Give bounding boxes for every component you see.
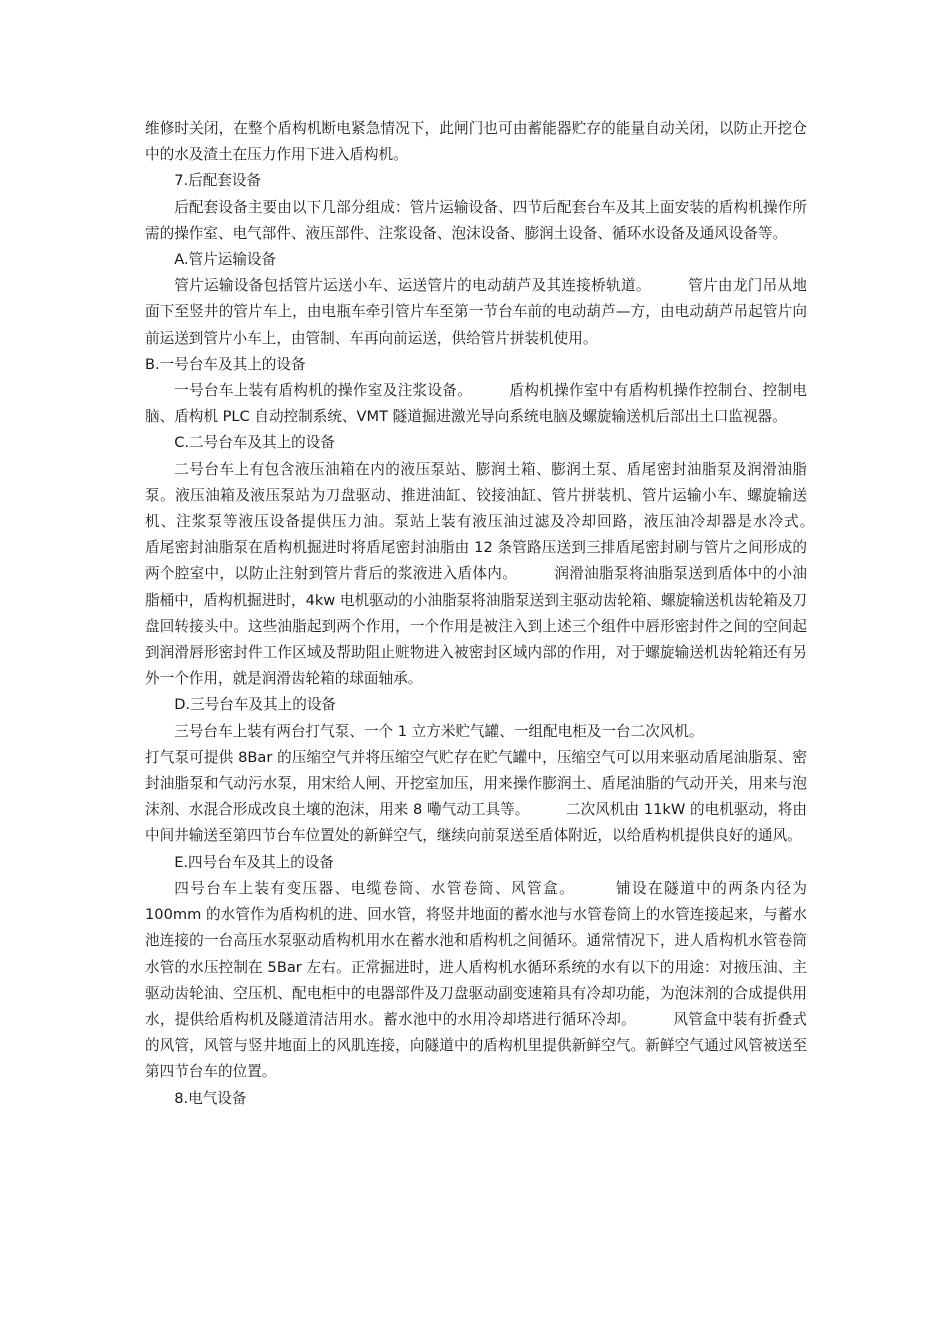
paragraph: 管片运输设备包括管片运送小车、运送管片的电动葫芦及其连接桥轨道。 管片由龙门吊从地面下至竖井的管片车上，由电瓶车牵引管片车至第一节台车前的电动葫芦—方，由电动葫芦吊起管片向前运送到管片小车上，由管制、车再向前运送，供给管片拼装机使用。: [145, 277, 807, 347]
section-heading: 8.电气设备: [174, 1089, 247, 1107]
paragraph: 一号台车上装有盾构机的操作室及注浆设备。 盾构机操作室中有盾构机操作控制台、控制电脑、盾构机 PLC 自动控制系统、VMT 隧道掘进激光导向系统电脑及螺旋输送机后部出土口监视器。: [145, 382, 807, 426]
paragraph: 二号台车上有包含液压油箱在内的液压泵站、膨润土箱、膨润土泵、盾尾密封油脂泵及润滑油脂泵。液压油箱及液压泵站为刀盘驱动、推进油缸、铰接油缸、管片拼装机、管片运输小车、螺旋输送机、注浆泵等液压设备提供压力油。泵站上装有液压油过滤及冷却回路，液压油冷却器是水冷式。 盾尾密封油脂泵在盾构机掘进时将盾尾密封油脂由 12 条管路压送到三排盾尾密封刷与管片之间形成的两个腔室中，以防止注射到管片背后的浆液进入盾体内。 润滑油脂泵将油脂泵送到盾体中的小油脂桶中，盾构机掘进时，4kw 电机驱动的小油脂泵将油脂泵送到主驱动齿轮箱、螺旋输送机齿轮箱及刀盘回转接头中。这些油脂起到两个作用，一个作用是被注入到上述三个组件中唇形密封件之间的空间起到润滑唇形密封件工作区域及帮助阻止赃物进入被密封区域内部的作用，对于螺旋输送机齿轮箱还有另外一个作用，就是润滑齿轮箱的球面轴承。: [145, 460, 851, 688]
section-heading: C.二号台车及其上的设备: [174, 434, 335, 452]
section-heading: 7.后配套设备: [174, 172, 262, 190]
section-heading: A.管片运输设备: [174, 251, 277, 269]
section-heading: D.三号台车及其上的设备: [174, 696, 337, 714]
paragraph: 四号台车上装有变压器、电缆卷筒、水管卷筒、风管盒。 铺设在隧道中的两条内径为 100mm 的水管作为盾构机的进、回水管，将竖井地面的蓄水池与水管卷筒上的水管连接起来，与蓄水池连接的一台高压水泵驱动盾构机用水在蓄水池和盾构机之间循环。通常情况下，进人盾构机水管卷筒水管的水压控制在 5Bar 左右。正常掘进时，进人盾构机水循环系统的水有以下的用途：对掖压油、主驱动齿轮油、空压机、配电柜中的电器部件及刀盘驱动副变速箱具有冷却功能，为泡沫剂的合成提供用水，提供给盾构机及隧道清洁用水。蓄水池中的水用冷却塔进行循环冷却。 风管盒中装有折叠式的风管，风管与竖井地面上的风肌连接，向隧道中的盾构机里提供新鲜空气。新鲜空气通过风管被送至第四节台车的位置。: [145, 879, 807, 1081]
document-page: [145, 116, 851, 1112]
paragraph: 三号台车上装有两台打气泵、一个 1 立方米贮气罐、一组配电柜及一台二次风机。: [174, 722, 704, 740]
paragraph: 打气泵可提供 8Bar 的压缩空气并将压缩空气贮存在贮气罐中，压缩空气可以用来驱动盾尾油脂泵、密封油脂泵和气动污水泵，用宋给人闸、开挖室加压，用来操作膨润土、盾尾油脂的气动开关，用来与泡沫剂、水混合形成改良土壤的泡沫，用来 8 嘞气动工具等。 二次风机由 11kW 的电机驱动，将由中间井输送至第四节台车位置处的新鲜空气，继续向前泵送至盾体附近，以给盾构机提供良好的通风。: [145, 748, 807, 845]
paragraph: 后配套设备主要由以下几部分组成：管片运输设备、四节后配套台车及其上面安装的盾构机操作所需的操作室、电气部件、液压部件、注浆设备、泡沫设备、膨润土设备、循环水设备及通风设备等。: [145, 198, 807, 242]
section-heading: B.一号台车及其上的设备: [145, 355, 306, 373]
paragraph: 维修时关闭，在整个盾构机断电紧急情况下，此闸门也可由蓄能器贮存的能量自动关闭，以防止开挖仓中的水及渣土在压力作用下进入盾构机。: [145, 120, 807, 164]
section-heading: E.四号台车及其上的设备: [174, 853, 334, 871]
